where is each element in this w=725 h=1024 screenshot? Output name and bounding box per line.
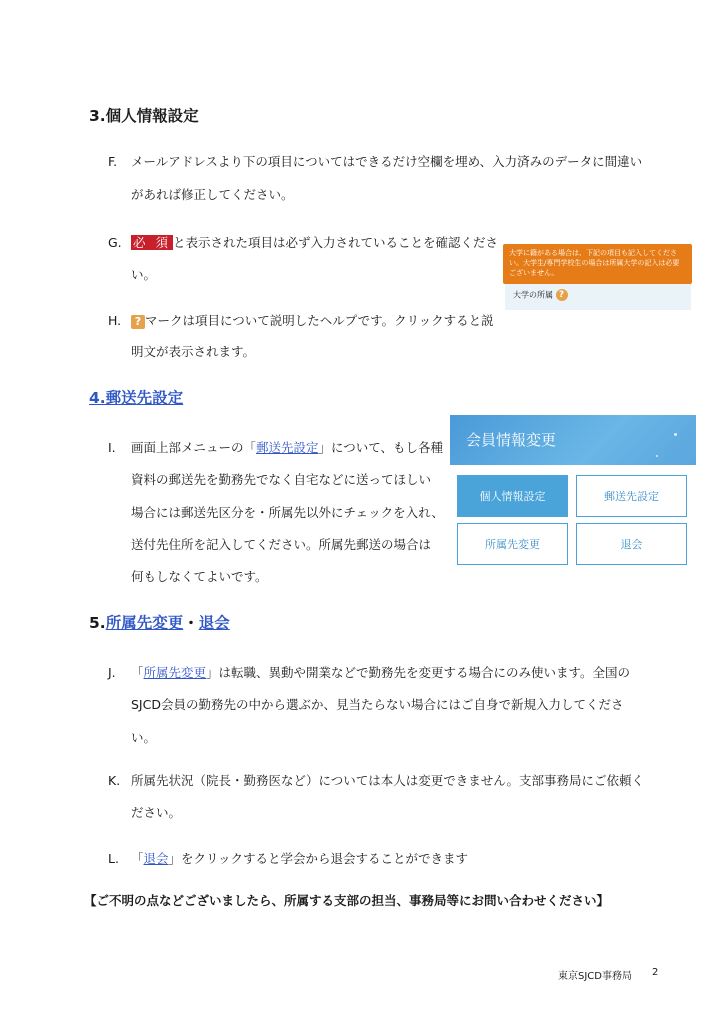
contact-notice: 【ご不明の点などございましたら、所属する支部の担当、事務局等にお問い合わせください】 [84, 893, 610, 908]
withdraw-title-link[interactable]: 退会 [198, 614, 230, 632]
item-i-line1: 画面上部メニューの「郵送先設定」について、もし各種 [131, 440, 444, 455]
item-i-line4: 送付先住所を記入してください。所属先郵送の場合は [131, 537, 432, 552]
help-icon: ? [131, 315, 145, 329]
item-i-line5: 何もしなくてよいです。 [131, 569, 268, 584]
help-tooltip: 大学に籍がある場合は、下記の項目も記入してください。大学生/専門学校生の場合は所属大学の記入は必要ございません。 [503, 244, 692, 284]
item-j-line2: SJCD会員の勤務先の中から選ぶか、見当たらない場合にはご自身で新規入力してくださ [131, 697, 624, 712]
item-k-line2: ださい。 [131, 805, 182, 820]
section-4-title[interactable]: 4.郵送先設定 [89, 389, 184, 407]
item-f-line2: があれば修正してください。 [131, 187, 294, 202]
item-k-line1: 所属先状況（院長・勤務医など）については本人は変更できません。支部事務局にご依頼く [131, 773, 645, 788]
member-info-header [450, 415, 696, 465]
required-badge: 必 須 [133, 235, 171, 250]
sparkle-icon [674, 433, 677, 436]
menu-affiliation-change-button[interactable]: 所属先変更 [457, 523, 568, 565]
affiliation-change-link[interactable]: 所属先変更 [143, 665, 207, 680]
menu-mail-settings-button[interactable]: 郵送先設定 [576, 475, 687, 517]
item-i-line3: 場合には郵送先区分を・所属先以外にチェックを入れ、 [131, 505, 444, 520]
item-h-line2: 明文が表示されます。 [131, 344, 256, 359]
page-number: 2 [652, 967, 659, 978]
help-icon[interactable]: ? [556, 289, 568, 301]
withdraw-link[interactable]: 退会 [143, 851, 169, 866]
item-letter-k: K. [108, 773, 121, 788]
item-h-line1: ? マークは項目について説明したヘルプです。クリックすると説 [131, 312, 494, 330]
affiliation-change-title-link[interactable]: 所属先変更 [105, 614, 184, 632]
section-3-title: 3.個人情報設定 [89, 107, 199, 125]
menu-personal-info-button[interactable]: 個人情報設定 [457, 475, 568, 517]
item-letter-l: L. [108, 851, 119, 866]
menu-withdraw-button[interactable]: 退会 [576, 523, 687, 565]
item-i-line2: 資料の郵送先を勤務先でなく自宅などに送ってほしい [131, 472, 432, 487]
item-letter-i: I. [108, 440, 116, 455]
item-letter-f: F. [108, 154, 118, 169]
university-field-label: 大学の所属 [513, 290, 553, 300]
mail-settings-link[interactable]: 郵送先設定 [256, 440, 319, 455]
item-l-line1: 「退会」をクリックすると学会から退会することができます [131, 851, 469, 866]
item-f-line1: メールアドレスより下の項目についてはできるだけ空欄を埋め、入力済みのデータに間違い [131, 154, 643, 169]
item-letter-h: H. [108, 313, 122, 328]
item-g-line1: 必 須 と表示された項目は必ず入力されていることを確認くださ [133, 235, 498, 250]
item-j-line3: い。 [131, 730, 157, 745]
sparkle-icon [656, 455, 658, 457]
university-field-row [505, 284, 691, 310]
footer-org: 東京SJCD事務局 [558, 971, 632, 982]
section-5-title: 5.所属先変更・退会 [89, 614, 230, 632]
member-info-title: 会員情報変更 [466, 431, 557, 449]
item-j-line1: 「所属先変更」は転職、異動や開業などで勤務先を変更する場合にのみ使います。全国の [131, 665, 631, 680]
item-letter-g: G. [108, 235, 122, 250]
item-letter-j: J. [108, 665, 116, 680]
item-g-line2: い。 [131, 267, 157, 282]
